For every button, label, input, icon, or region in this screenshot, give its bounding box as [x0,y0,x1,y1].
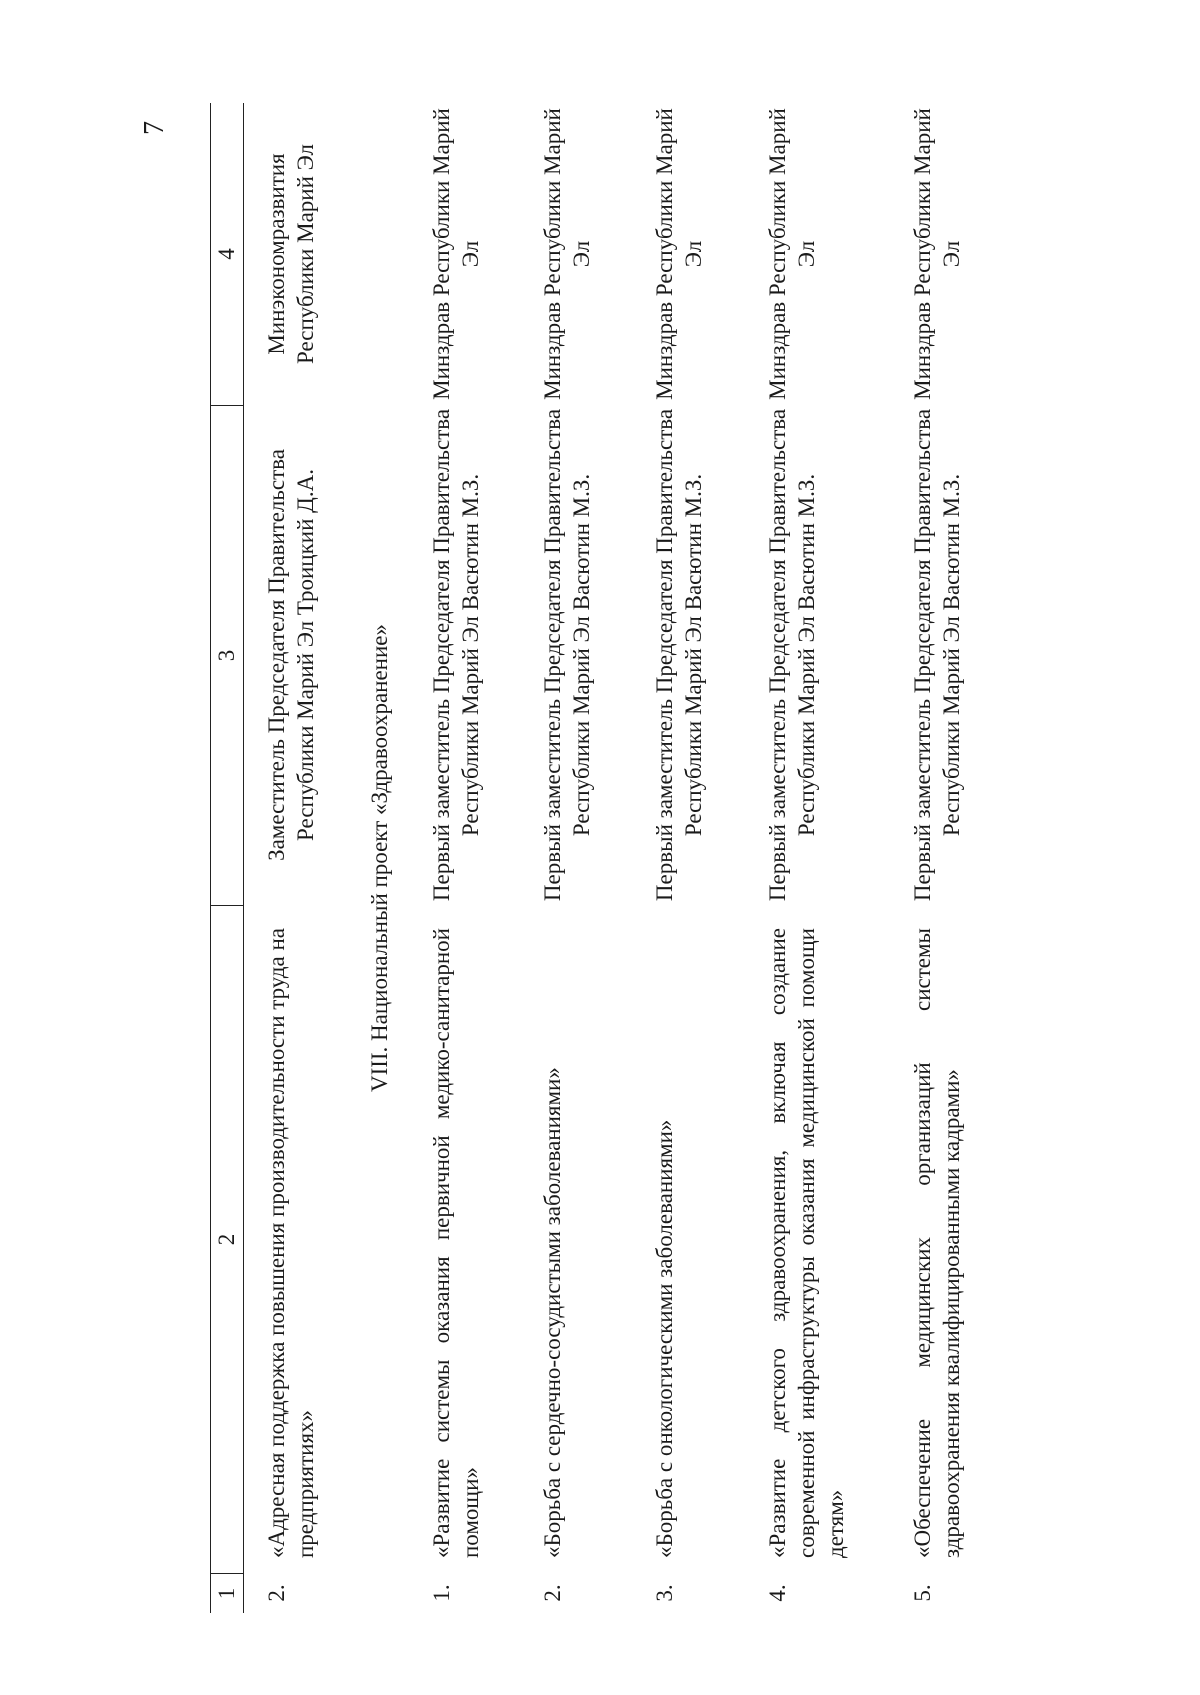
curator: Заместитель Председателя Правительства Республики Марий Эл Троицкий Д.А. [264,449,318,861]
project-name: «Развитие системы оказания первичной медико-санитарной помощи» [429,928,483,1558]
curator: Первый заместитель Председателя Правительства Республики Марий Эл Васютин М.З. [765,408,819,902]
row-number: 4. [765,1584,790,1602]
responsible: Минздрав Республики Марий Эл [765,108,819,400]
column-header-3: 3 [211,405,243,905]
project-name: «Обеспечение медицинских организаций системы здравоохранения квалифицированными кадрами» [910,928,964,1558]
project-name: «Борьба с сердечно-сосудистыми заболеваниями» [540,1067,565,1558]
responsible: Минздрав Республики Марий Эл [910,108,964,400]
responsible: Минэкономразвития Республики Марий Эл [264,143,318,365]
project-name: «Борьба с онкологическими заболеваниями» [652,1119,677,1558]
row-number: 2. [540,1584,565,1602]
curator: Первый заместитель Председателя Правительства Республики Марий Эл Васютин М.З. [429,408,483,902]
row-number: 5. [910,1584,935,1602]
responsible: Минздрав Республики Марий Эл [429,108,483,400]
row-number: 1. [429,1584,454,1602]
curator: Первый заместитель Председателя Правительства Республики Марий Эл Васютин М.З. [652,408,706,902]
rotated-table [210,103,1030,1613]
curator: Первый заместитель Председателя Правительства Республики Марий Эл Васютин М.З. [540,408,594,902]
table-header [210,103,244,1613]
responsible: Минздрав Республики Марий Эл [540,108,594,400]
project-name: «Развитие детского здравоохранения, включая создание современной инфраструктуры оказания медицинской помощи детям» [765,928,848,1558]
section-title: VIII. Национальный проект «Здравоохранение» [367,623,392,1093]
curator: Первый заместитель Председателя Правительства Республики Марий Эл Васютин М.З. [910,408,964,902]
column-header-2: 2 [211,905,243,1573]
row-number: 2. [264,1584,289,1602]
column-header-4: 4 [214,248,239,260]
project-name: «Адресная поддержка повышения производительности труда на предприятиях» [264,927,318,1558]
row-number: 3. [652,1584,677,1602]
column-header-1: 1 [211,1573,243,1613]
page-number: 7 [139,121,170,135]
responsible: Минздрав Республики Марий Эл [652,108,706,400]
